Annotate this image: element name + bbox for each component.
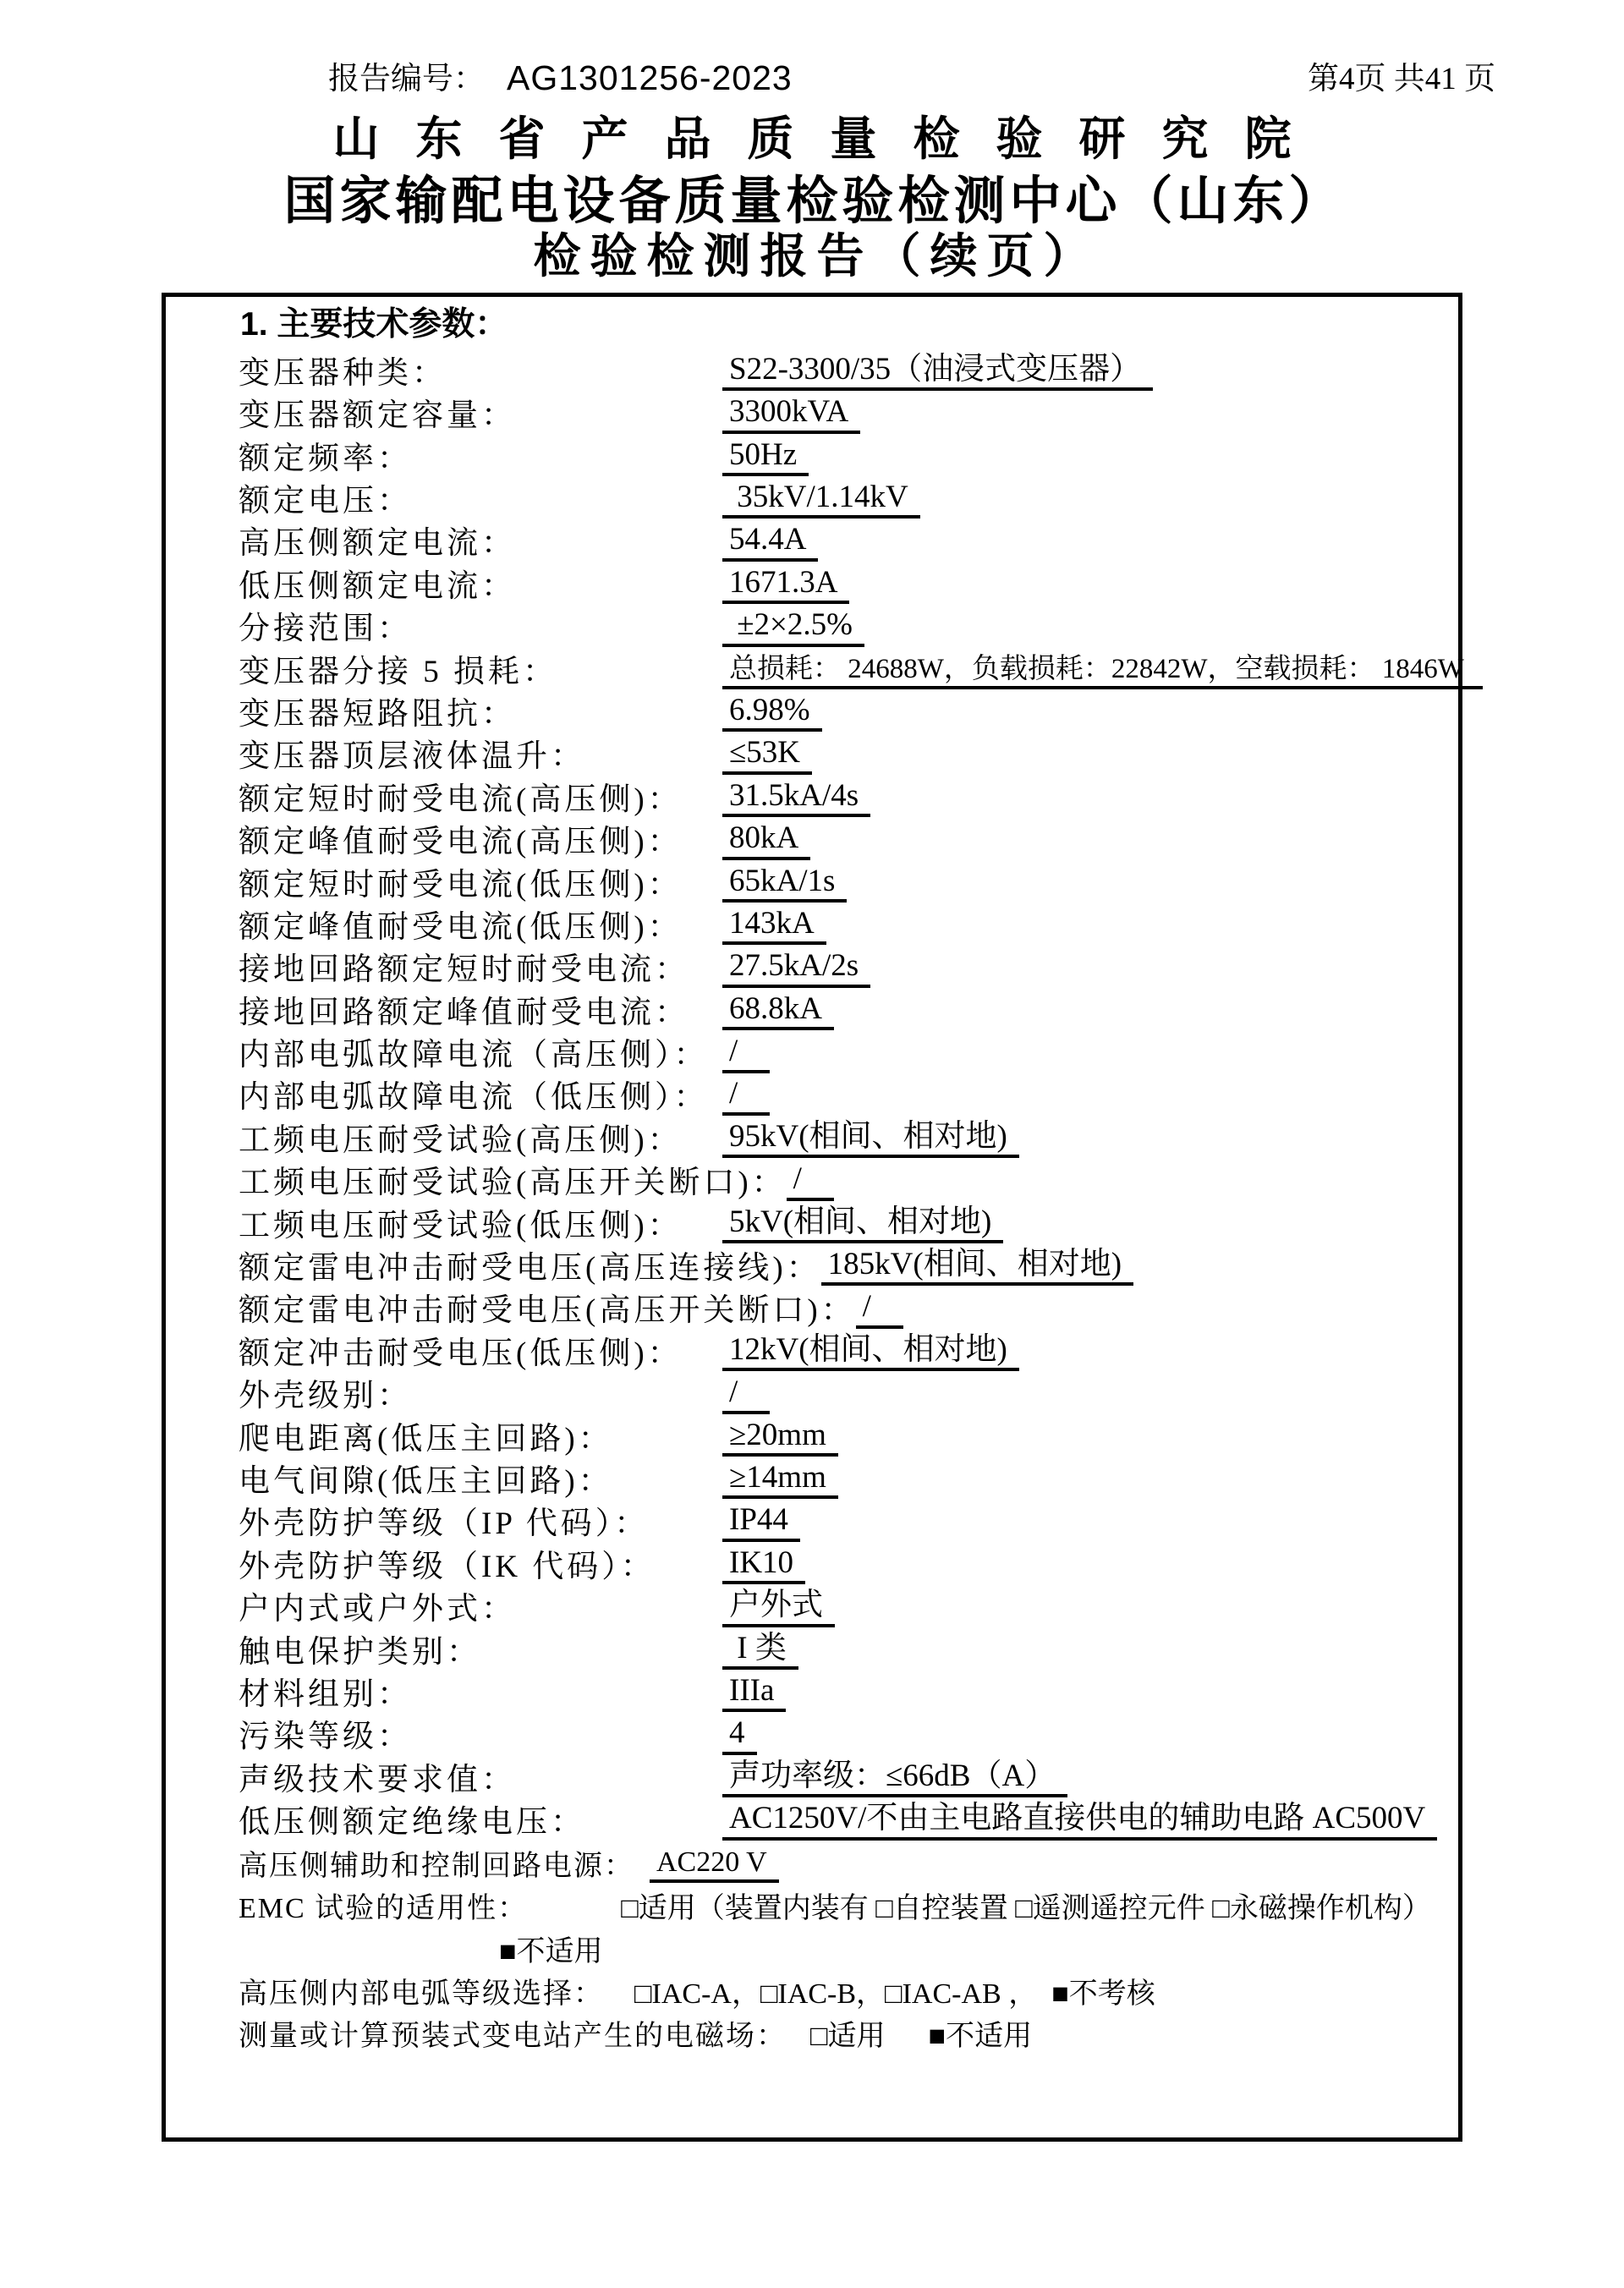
report-title: 检验检测报告（续页） — [533, 231, 1100, 283]
param-value: 4 — [722, 1715, 757, 1754]
param-row — [239, 1073, 1438, 1116]
param-value: □适用 ■不适用 — [810, 2021, 1033, 2053]
content-box — [162, 293, 1471, 2142]
param-row — [239, 988, 1438, 1030]
param-label: 外壳级别： — [239, 1379, 412, 1414]
param-label: 低压侧额定电流： — [239, 568, 516, 604]
param-row — [239, 903, 1438, 945]
param-value: 185kV(相间、相对地) — [821, 1247, 1133, 1286]
page-header — [328, 59, 1495, 97]
param-value: 95kV(相间、相对地) — [722, 1119, 1019, 1158]
param-label: 变压器种类： — [239, 355, 447, 391]
param-value: / — [787, 1161, 834, 1200]
param-row — [239, 1371, 1438, 1413]
param-value: 6.98% — [722, 693, 822, 732]
param-row — [239, 1670, 1438, 1712]
param-label: 额定雷电冲击耐受电压(高压连接线)： — [239, 1251, 821, 1287]
param-value: 1671.3A — [722, 565, 849, 604]
param-value: 5kV(相间、相对地) — [722, 1204, 1003, 1243]
param-label: 分接范围： — [239, 612, 412, 647]
report-number: AG1301256-2023 — [507, 58, 793, 97]
param-label: 高压侧额定电流： — [239, 526, 516, 562]
param-label: 变压器短路阻抗： — [239, 696, 516, 732]
param-row — [239, 391, 1438, 433]
param-row — [239, 1201, 1438, 1243]
param-row — [239, 562, 1438, 604]
param-row — [239, 775, 1438, 817]
param-label: 低压侧额定绝缘电压： — [239, 1805, 585, 1841]
param-value: ≥20mm — [722, 1418, 838, 1457]
param-value: 65kA/1s — [722, 864, 847, 903]
param-row — [239, 1286, 1438, 1328]
param-row — [239, 1925, 1438, 1967]
param-value: ■不适用 — [499, 1935, 603, 1967]
param-label: 额定短时耐受电流(高压侧)： — [239, 782, 683, 817]
param-label: 户内式或户外式： — [239, 1592, 516, 1627]
param-value: / — [722, 1374, 770, 1413]
param-value: □IAC-A，□IAC-B，□IAC-AB ， ■不考核 — [634, 1978, 1155, 2011]
report-number-label: 报告编号： — [328, 62, 485, 97]
param-label: 声级技术要求值： — [239, 1762, 516, 1797]
param-label: 额定峰值耐受电流(高压侧)： — [239, 825, 683, 860]
param-label: 内部电弧故障电流（低压侧）： — [239, 1080, 709, 1116]
param-label: 爬电距离(低压主回路)： — [239, 1421, 613, 1457]
param-row — [239, 1584, 1438, 1627]
param-row — [239, 1116, 1438, 1158]
param-label: 变压器额定容量： — [239, 398, 516, 434]
report-number-group — [328, 59, 793, 97]
param-value: 3300kVA — [722, 394, 860, 433]
param-value: IK10 — [722, 1545, 805, 1584]
param-row — [239, 1968, 1438, 2011]
param-row — [239, 2011, 1438, 2053]
param-row — [239, 519, 1438, 561]
param-row — [239, 604, 1438, 646]
param-label: 接地回路额定短时耐受电流： — [239, 952, 689, 988]
param-value: 143kA — [722, 906, 826, 945]
param-label: 额定冲击耐受电压(低压侧)： — [239, 1336, 683, 1371]
param-row — [239, 434, 1438, 476]
param-row — [239, 1542, 1438, 1584]
param-label: 额定峰值耐受电流(低压侧)： — [239, 909, 683, 945]
param-label: 触电保护类别： — [239, 1634, 481, 1670]
param-label: 额定频率： — [239, 441, 412, 476]
param-row — [239, 1883, 1438, 1925]
param-row — [239, 1797, 1438, 1840]
param-value: 35kV/1.14kV — [722, 480, 920, 519]
param-row — [239, 1499, 1438, 1541]
param-label: 内部电弧故障电流（高压侧）： — [239, 1038, 709, 1073]
param-value: / — [856, 1289, 903, 1328]
param-label: 变压器顶层液体温升： — [239, 739, 585, 775]
param-value: ≤53K — [722, 735, 812, 774]
param-label: 电气间隙(低压主回路)： — [239, 1464, 613, 1499]
param-row — [239, 1755, 1438, 1797]
param-row — [239, 647, 1471, 689]
param-value: 68.8kA — [722, 991, 834, 1030]
param-value: 12kV(相间、相对地) — [722, 1332, 1019, 1371]
param-label: 高压侧辅助和控制回路电源： — [239, 1850, 634, 1882]
param-label: 测量或计算预装式变电站产生的电磁场： — [239, 2021, 787, 2053]
param-value: 户外式 — [722, 1588, 835, 1627]
param-label: 外壳防护等级（IP 代码）： — [239, 1506, 650, 1542]
param-label: 外壳防护等级（IK 代码）： — [239, 1549, 656, 1584]
param-label: 材料组别： — [239, 1676, 412, 1712]
param-row — [239, 348, 1438, 391]
center-title: 国家输配电设备质量检验检测中心（山东） — [283, 173, 1345, 230]
param-row — [239, 860, 1438, 903]
param-label: 污染等级： — [239, 1720, 412, 1755]
param-value: 声功率级：≤66dB（A） — [722, 1759, 1067, 1797]
param-row — [239, 1627, 1438, 1670]
param-value: 总损耗： 24688W，负载损耗：22842W，空载损耗： 1846W — [722, 654, 1483, 689]
param-label: 工频电压耐受试验(低压侧)： — [239, 1208, 683, 1243]
param-value: ≥14mm — [722, 1460, 838, 1499]
param-row — [239, 689, 1438, 732]
param-label: 额定雷电冲击耐受电压(高压开关断口)： — [239, 1293, 856, 1329]
param-value: ±2×2.5% — [722, 607, 864, 646]
param-row — [239, 476, 1438, 519]
param-label: 高压侧内部电弧等级选择： — [239, 1978, 604, 2011]
param-row — [239, 1243, 1438, 1286]
param-value: IIIa — [722, 1673, 786, 1712]
param-value: S22-3300/35（油浸式变压器） — [722, 352, 1153, 391]
param-value: I 类 — [722, 1631, 798, 1670]
param-row — [239, 1457, 1438, 1499]
param-value: □适用（装置内装有 □自控装置 □遥测遥控元件 □永磁操作机构） — [621, 1893, 1431, 1925]
param-value: 54.4A — [722, 522, 818, 561]
param-row — [239, 1841, 1438, 1883]
param-row — [239, 1712, 1438, 1754]
param-value: 31.5kA/4s — [722, 778, 870, 817]
param-label: 额定短时耐受电流(低压侧)： — [239, 867, 683, 903]
param-row — [239, 1329, 1438, 1371]
param-label: 工频电压耐受试验(高压侧)： — [239, 1122, 683, 1158]
param-row — [239, 732, 1438, 774]
section-heading: 1. 主要技术参数： — [240, 306, 508, 343]
param-label: 接地回路额定峰值耐受电流： — [239, 995, 689, 1030]
parameter-list — [166, 348, 1471, 2054]
param-label: 变压器分接 5 损耗： — [239, 654, 557, 689]
page-indicator: 第4页 共41 页 — [1308, 62, 1495, 97]
institute-title: 山东省产品质量检验研究院 — [332, 113, 1328, 165]
param-row — [239, 1414, 1438, 1457]
param-row — [239, 1030, 1438, 1073]
param-label: 额定电压： — [239, 484, 412, 519]
param-row — [239, 817, 1438, 859]
param-value: AC220 V — [650, 1846, 779, 1883]
param-row — [239, 945, 1438, 987]
param-value: / — [722, 1034, 770, 1073]
param-row — [239, 1158, 1438, 1200]
param-label: EMC 试验的适用性： — [239, 1893, 529, 1925]
param-value: 50Hz — [722, 437, 809, 476]
param-value: AC1250V/不由主电路直接供电的辅助电路 AC500V — [722, 1801, 1437, 1840]
param-value: 80kA — [722, 820, 810, 859]
param-value: 27.5kA/2s — [722, 948, 870, 987]
param-value: / — [722, 1076, 770, 1115]
param-label: 工频电压耐受试验(高压开关断口)： — [239, 1166, 787, 1201]
param-value: IP44 — [722, 1502, 800, 1541]
